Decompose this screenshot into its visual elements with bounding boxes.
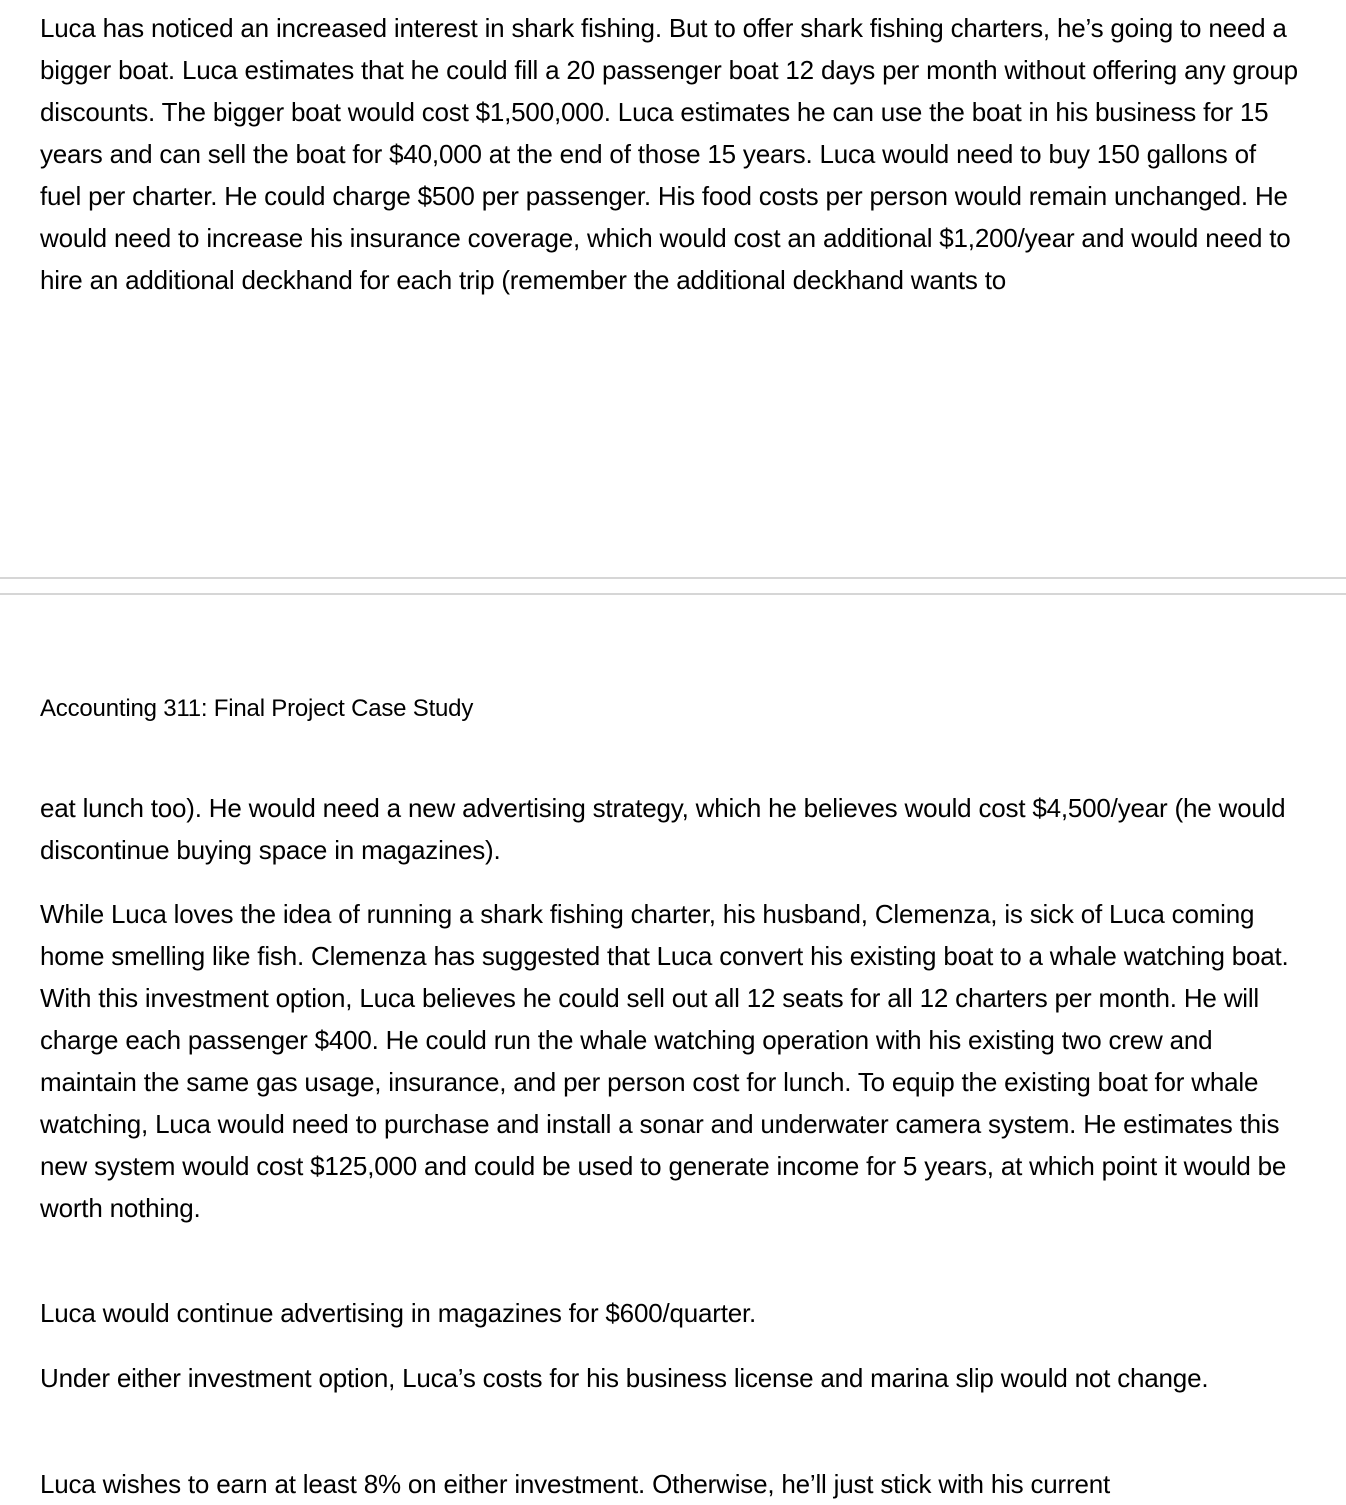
page-header: Accounting 311: Final Project Case Study <box>40 695 474 722</box>
paragraph-shark-fishing: Luca has noticed an increased interest in shark fishing. But to offer shark fishing charters, he’s going to need a bigger boat. Luca estimates that he could fill a 20 passenger boat 12 days per month without offering any group discounts. The bigger boat would cost $1,500,000. Luca estimates he can use the boat in his business for 15 years and can sell the boat for $40,000 at the end of those 15 years. Luca would need to buy 150 gallons of fuel per charter. He could charge $500 per passenger. His food costs per person would remain unchanged. He would need to increase his insurance coverage, which would cost an additional $1,200/year and would need to hire an additional deckhand for each trip (remember the additional deckhand wants to <box>40 13 1298 295</box>
paragraph-required-return: Luca wishes to earn at least 8% on either investment. Otherwise, he’ll just stick with his current <box>40 1469 1111 1499</box>
page-break-separator <box>0 577 1346 595</box>
paragraph-whale-watching: While Luca loves the idea of running a shark fishing charter, his husband, Clemenza, is sick of Luca coming home smelling like fish. Clemenza has suggested that Luca convert his existing boat to a whale watching boat. With this investment option, Luca believes he could sell out all 12 seats for all 12 charters per month. He will charge each passenger $400. He could run the whale watching operation with his existing two crew and maintain the same gas usage, insurance, and per person cost for lunch. To equip the existing boat for whale watching, Luca would need to purchase and install a sonar and underwater camera system. He estimates this new system would cost $125,000 and could be used to generate income for 5 years, at which point it would be worth nothing. <box>40 899 1289 1223</box>
paragraph-license-and-slip: Under either investment option, Luca’s costs for his business license and marina slip would not change. <box>40 1363 1209 1393</box>
document-page-1 <box>0 0 1346 577</box>
paragraph-continued: eat lunch too). He would need a new advertising strategy, which he believes would cost $4,500/year (he would discontinue buying space in magazines). <box>40 793 1286 865</box>
paragraph-magazine-advertising: Luca would continue advertising in magazines for $600/quarter. <box>40 1298 757 1328</box>
